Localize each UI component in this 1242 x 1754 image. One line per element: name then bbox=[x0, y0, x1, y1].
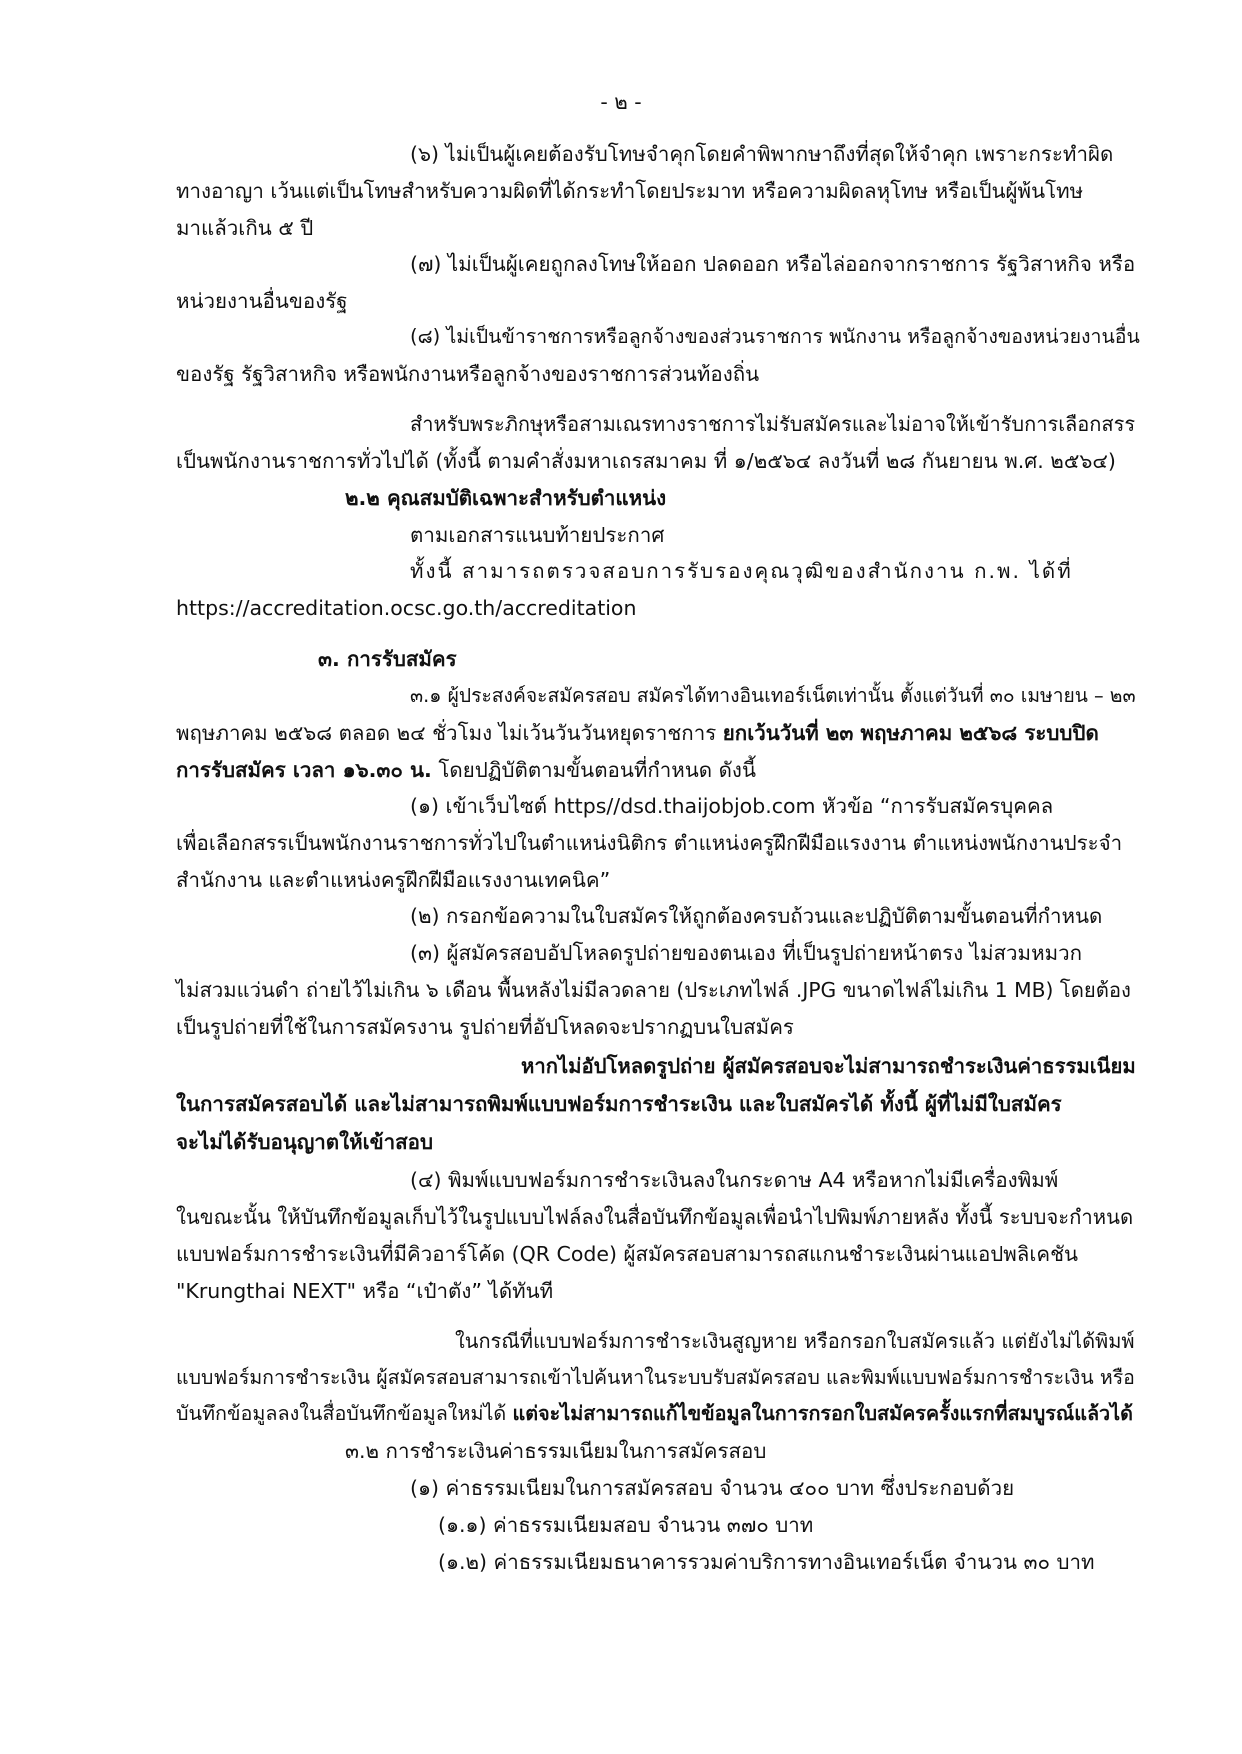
section-2-2-heading: ๒.๒ คุณสมบัติเฉพาะสำหรับตำแหน่ง bbox=[345, 486, 667, 510]
fee-bank: (๑.๒) ค่าธรรมเนียมธนาคารรวมค่าบริการทางอินเทอร์เน็ต จำนวน ๓๐ บาท bbox=[438, 1550, 1095, 1574]
section-2-2-line1: ตามเอกสารแนบท้ายประกาศ bbox=[410, 523, 665, 547]
qualification-item-6-line1: (๖) ไม่เป็นผู้เคยต้องรับโทษจำคุกโดยคำพิพากษาถึงที่สุดให้จำคุก เพราะกระทำผิด bbox=[410, 142, 1114, 166]
section-3-heading: ๓. การรับสมัคร bbox=[318, 647, 457, 671]
warning-line1: หากไม่อัปโหลดรูปถ่าย ผู้สมัครสอบจะไม่สามารถชำระเงินค่าธรรมเนียม bbox=[521, 1054, 1136, 1078]
lost-form-line3 bbox=[176, 1400, 1133, 1428]
section-3-1-line3 bbox=[176, 756, 756, 784]
monk-note-line1: สำหรับพระภิกษุหรือสามเณรทางราชการไม่รับสมัครและไม่อาจให้เข้ารับการเลือกสรร bbox=[410, 412, 1136, 436]
step-4-line3: แบบฟอร์มการชำระเงินที่มีคิวอาร์โค้ด (QR Code) ผู้สมัครสอบสามารถสแกนชำระเงินผ่านแอปพลิเคชัน bbox=[176, 1242, 1079, 1266]
step-3-line3: เป็นรูปถ่ายที่ใช้ในการสมัครงาน รูปถ่ายที่อัปโหลดจะปรากฏบนใบสมัคร bbox=[176, 1015, 794, 1039]
step-2-line1: (๒) กรอกข้อความในใบสมัครให้ถูกต้องครบถ้วนและปฏิบัติตามขั้นตอนที่กำหนด bbox=[410, 904, 1103, 928]
lost-form-line2: แบบฟอร์มการชำระเงิน ผู้สมัครสอบสามารถเข้าไปค้นหาในระบบรับสมัครสอบ และพิมพ์แบบฟอร์มการชำระเงิน หรือ bbox=[176, 1366, 1135, 1389]
qualification-item-6-line2: ทางอาญา เว้นแต่เป็นโทษสำหรับความผิดที่ได้กระทำโดยประมาท หรือความผิดลหุโทษ หรือเป็นผู้พ้นโทษ bbox=[176, 179, 1084, 203]
section-3-1-line2-bold: ยกเว้นวันที่ ๒๓ พฤษภาคม ๒๕๖๘ ระบบปิด bbox=[722, 721, 1099, 745]
lost-form-line1: ในกรณีที่แบบฟอร์มการชำระเงินสูญหาย หรือกรอกใบสมัครแล้ว แต่ยังไม่ได้พิมพ์ bbox=[455, 1329, 1135, 1353]
qualification-item-7-line2: หน่วยงานอื่นของรัฐ bbox=[176, 289, 348, 313]
step-4-line1: (๔) พิมพ์แบบฟอร์มการชำระเงินลงในกระดาษ A4 หรือหากไม่มีเครื่องพิมพ์ bbox=[410, 1168, 1059, 1192]
section-3-1-line1: ๓.๑ ผู้ประสงค์จะสมัครสอบ สมัครได้ทางอินเทอร์เน็ตเท่านั้น ตั้งแต่วันที่ ๓๐ เมษายน – ๒๓ bbox=[410, 684, 1136, 707]
section-3-1-line2-normal: พฤษภาคม ๒๕๖๘ ตลอด ๒๔ ชั่วโมง ไม่เว้นวันวันหยุดราชการ bbox=[176, 721, 717, 745]
qualification-item-6-line3: มาแล้วเกิน ๕ ปี bbox=[176, 216, 314, 240]
step-3-line2: ไม่สวมแว่นดำ ถ่ายไว้ไม่เกิน ๖ เดือน พื้นหลังไม่มีลวดลาย (ประเภทไฟล์ .JPG ขนาดไฟล์ไม่เกิน 1 MB) โดยต้อง bbox=[176, 978, 1131, 1002]
lost-form-line3-bold: แต่จะไม่สามารถแก้ไขข้อมูลในการกรอกใบสมัครครั้งแรกที่สมบูรณ์แล้วได้ bbox=[512, 1402, 1133, 1425]
lost-form-line3-normal: บันทึกข้อมูลลงในสื่อบันทึกข้อมูลใหม่ได้ bbox=[176, 1402, 507, 1425]
page-number: - ๒ - bbox=[600, 90, 642, 114]
monk-note-line2: เป็นพนักงานราชการทั่วไปได้ (ทั้งนี้ ตามคำสั่งมหาเถรสมาคม ที่ ๑/๒๕๖๔ ลงวันที่ ๒๘ กันยายน พ.ศ. ๒๕๖๔) bbox=[176, 449, 1116, 473]
step-4-line2: ในขณะนั้น ให้บันทึกข้อมูลเก็บไว้ในรูปแบบไฟล์ลงในสื่อบันทึกข้อมูลเพื่อนำไปพิมพ์ภายหลัง ทั้งนี้ ระบบจะกำหนด bbox=[176, 1205, 1134, 1229]
step-1-line3: สำนักงาน และตำแหน่งครูฝึกฝีมือแรงงานเทคนิค” bbox=[176, 868, 611, 892]
accreditation-url[interactable]: https://accreditation.ocsc.go.th/accreditation bbox=[176, 596, 637, 620]
step-4-line4: "Krungthai NEXT" หรือ “เป๋าตัง” ได้ทันที bbox=[176, 1279, 554, 1303]
step-1-line1: (๑) เข้าเว็บไซต์ https//dsd.thaijobjob.com หัวข้อ “การรับสมัครบุคคล bbox=[410, 794, 1054, 818]
warning-line3: จะไม่ได้รับอนุญาตให้เข้าสอบ bbox=[176, 1130, 434, 1154]
section-3-1-line3-bold: การรับสมัคร เวลา ๑๖.๓๐ น. bbox=[176, 758, 432, 782]
step-3-line1: (๓) ผู้สมัครสอบอัปโหลดรูปถ่ายของตนเอง ที่เป็นรูปถ่ายหน้าตรง ไม่สวมหมวก bbox=[410, 941, 1083, 965]
qualification-item-8-line1: (๘) ไม่เป็นข้าราชการหรือลูกจ้างของส่วนราชการ พนักงาน หรือลูกจ้างของหน่วยงานอื่น bbox=[410, 325, 1140, 348]
step-1-line2: เพื่อเลือกสรรเป็นพนักงานราชการทั่วไปในตำแหน่งนิติกร ตำแหน่งครูฝึกฝีมือแรงงาน ตำแหน่งพนักงานประจำ bbox=[176, 831, 1123, 855]
section-3-2-heading: ๓.๒ การชำระเงินค่าธรรมเนียมในการสมัครสอบ bbox=[345, 1439, 767, 1463]
fee-exam: (๑.๑) ค่าธรรมเนียมสอบ จำนวน ๓๗๐ บาท bbox=[438, 1513, 814, 1537]
fee-total: (๑) ค่าธรรมเนียมในการสมัครสอบ จำนวน ๔๐๐ บาท ซึ่งประกอบด้วย bbox=[410, 1476, 1015, 1500]
section-3-1-line2 bbox=[176, 719, 1099, 747]
warning-line2: ในการสมัครสอบได้ และไม่สามารถพิมพ์แบบฟอร์มการชำระเงิน และใบสมัครได้ ทั้งนี้ ผู้ที่ไม่มีใบสมัคร bbox=[176, 1092, 1062, 1116]
qualification-item-8-line2: ของรัฐ รัฐวิสาหกิจ หรือพนักงานหรือลูกจ้างของราชการส่วนท้องถิ่น bbox=[176, 362, 760, 386]
qualification-item-7-line1: (๗) ไม่เป็นผู้เคยถูกลงโทษให้ออก ปลดออก หรือไล่ออกจากราชการ รัฐวิสาหกิจ หรือ bbox=[410, 252, 1136, 276]
section-2-2-line2: ทั้งนี้ สามารถตรวจสอบการรับรองคุณวุฒิของสำนักงาน ก.พ. ได้ที่ bbox=[410, 559, 1073, 583]
section-3-1-line3-normal: โดยปฏิบัติตามขั้นตอนที่กำหนด ดังนี้ bbox=[438, 758, 756, 782]
